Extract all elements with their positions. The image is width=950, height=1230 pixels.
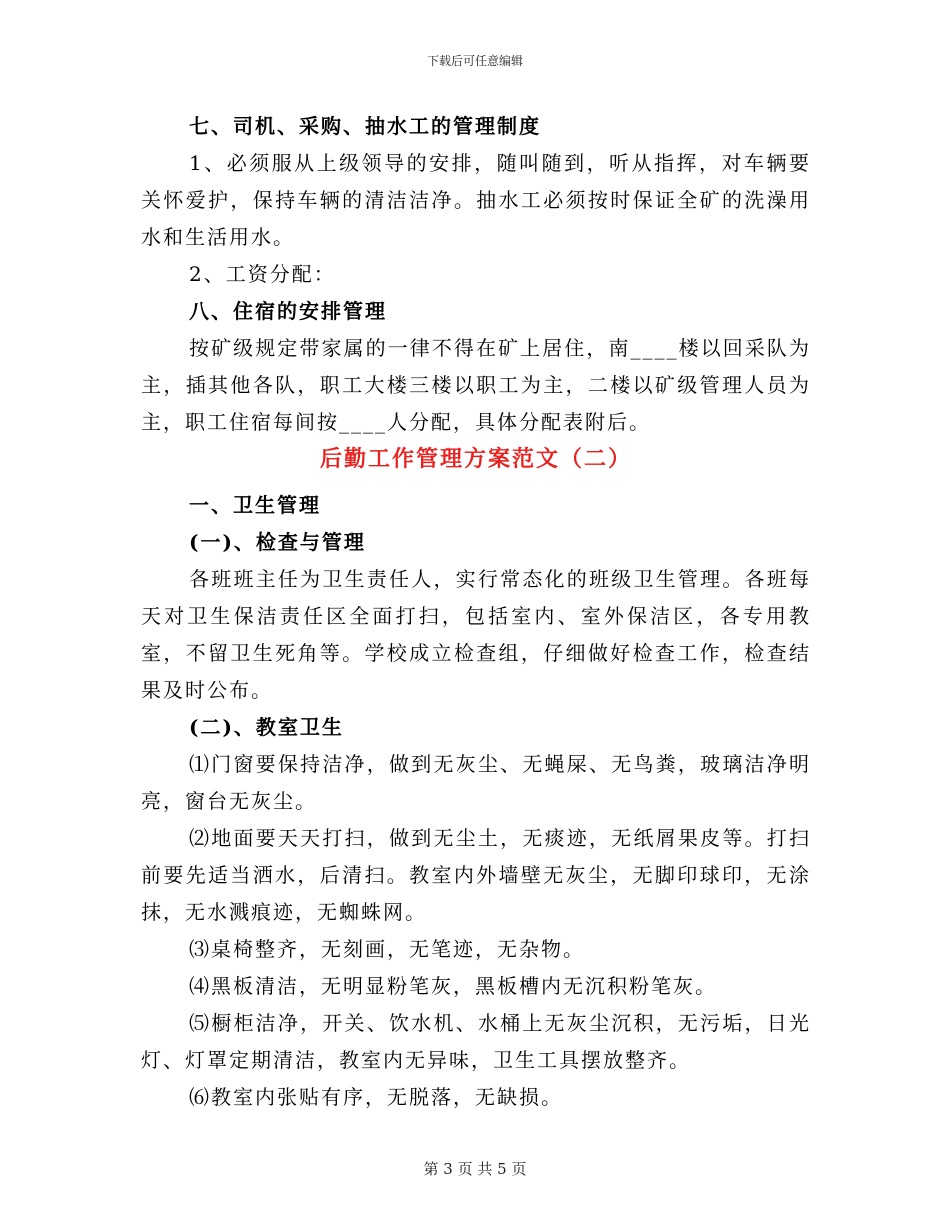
part-heading-1: 一、卫生管理 <box>189 493 321 517</box>
list-item: ⑴门窗要保持洁净，做到无灰尘、无蝇屎、无鸟粪，玻璃洁净明亮，窗台无灰尘。 <box>141 752 811 813</box>
list-item: ⑹教室内张贴有序，无脱落，无缺损。 <box>189 1085 563 1109</box>
paragraph: 按矿级规定带家属的一律不得在矿上居住，南____楼以回采队为主，插其他各队，职工大楼三楼以职工为主，二楼以矿级管理人员为主，职工住宿每间按____人分配，具体分配表附后。 <box>141 336 811 434</box>
section-heading-7: 七、司机、采购、抽水工的管理制度 <box>189 114 541 138</box>
paragraph: 1、必须服从上级领导的安排，随叫随到，听从指挥，对车辆要关怀爱护，保持车辆的清洁洁净。抽水工必须按时保证全矿的洗澡用水和生活用水。 <box>141 151 811 249</box>
list-item: ⑵地面要天天打扫，做到无尘土，无痰迹，无纸屑果皮等。打扫前要先适当洒水，后清扫。教室内外墙壁无灰尘，无脚印球印，无涂抹，无水溅痕迹，无蜘蛛网。 <box>141 826 811 924</box>
page-number: 第 3 页 共 5 页 <box>423 1160 527 1178</box>
section-heading-8: 八、住宿的安排管理 <box>189 299 387 323</box>
document-body <box>141 108 811 1116</box>
header-note: 下载后可任意编辑 <box>426 54 523 68</box>
list-item: ⑷黑板清洁，无明显粉笔灰，黑板槽内无沉积粉笔灰。 <box>189 974 717 998</box>
list-item: ⑶桌椅整齐，无刻画，无笔迹，无杂物。 <box>189 937 585 961</box>
document-title: 后勤工作管理方案范文（二） <box>319 446 632 472</box>
sub-heading-1: (一)、检查与管理 <box>189 530 366 554</box>
paragraph: 2、工资分配： <box>189 262 336 286</box>
paragraph: 各班班主任为卫生责任人，实行常态化的班级卫生管理。各班每天对卫生保洁责任区全面打扫，包括室内、室外保洁区，各专用教室，不留卫生死角等。学校成立检查组，仔细做好检查工作，检查结果及时公布。 <box>141 567 811 702</box>
list-item: ⑸橱柜洁净，开关、饮水机、水桶上无灰尘沉积，无污垢，日光灯、灯罩定期清洁，教室内无异味，卫生工具摆放整齐。 <box>141 1011 811 1072</box>
sub-heading-2: (二)、教室卫生 <box>189 715 344 739</box>
